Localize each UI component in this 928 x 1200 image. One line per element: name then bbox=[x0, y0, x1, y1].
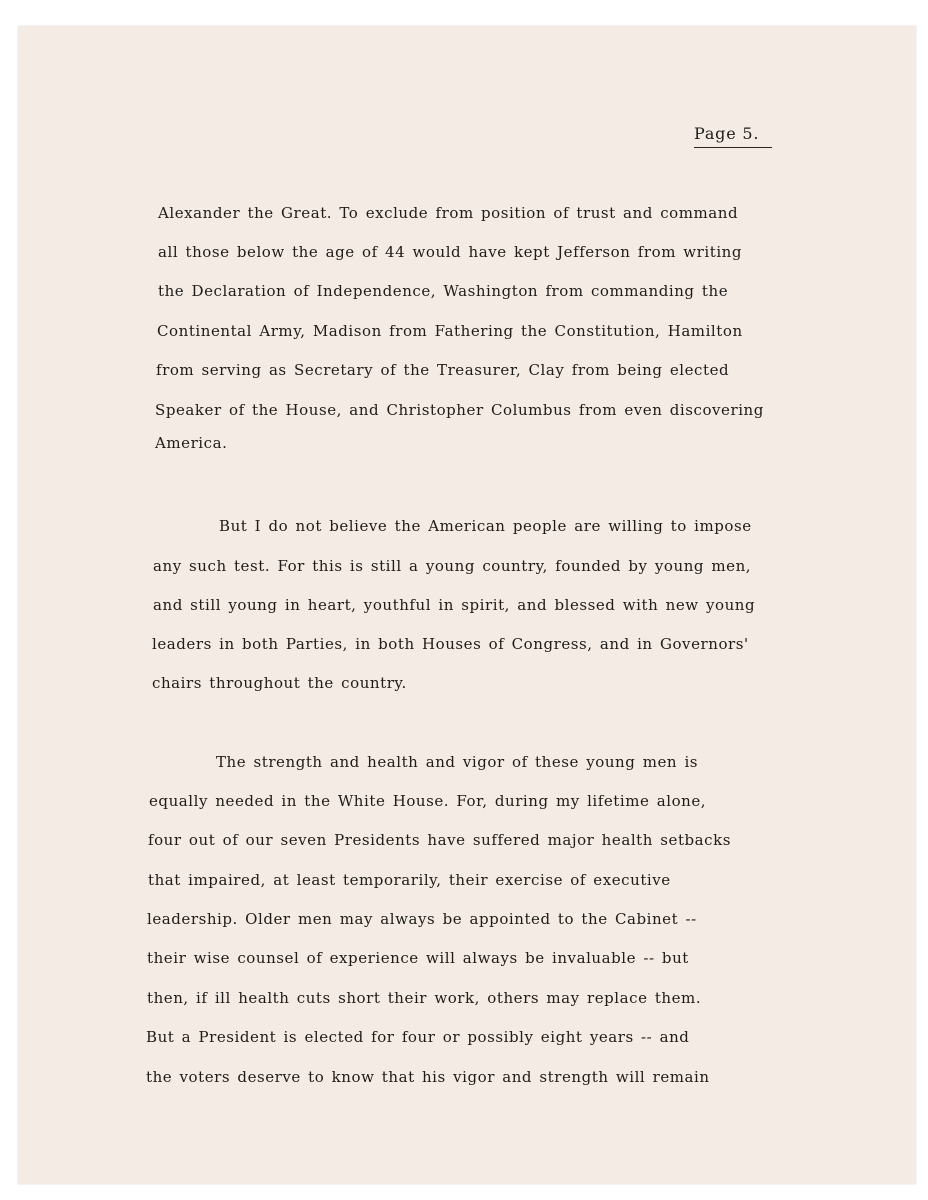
text-line: the voters deserve to know that his vigor and strength will remain bbox=[146, 1068, 710, 1086]
text-line: But I do not believe the American people are willing to impose bbox=[219, 517, 752, 535]
text-line: that impaired, at least temporarily, their exercise of executive bbox=[148, 871, 671, 889]
text-line: equally needed in the White House. For, during my lifetime alone, bbox=[149, 792, 707, 810]
text-line: leaders in both Parties, in both Houses of Congress, and in Governors' bbox=[152, 635, 749, 653]
text-line: then, if ill health cuts short their work, others may replace them. bbox=[147, 989, 702, 1007]
text-line: leadership. Older men may always be appointed to the Cabinet -- bbox=[147, 910, 697, 928]
text-line: from serving as Secretary of the Treasurer, Clay from being elected bbox=[156, 361, 730, 379]
text-line: chairs throughout the country. bbox=[152, 674, 407, 692]
text-line: But a President is elected for four or possibly eight years -- and bbox=[146, 1028, 690, 1046]
text-line: Speaker of the House, and Christopher Columbus from even discovering bbox=[155, 401, 764, 419]
text-line: their wise counsel of experience will always be invaluable -- but bbox=[147, 949, 689, 967]
text-line: The strength and health and vigor of these young men is bbox=[216, 753, 699, 771]
text-line: Alexander the Great. To exclude from position of trust and command bbox=[158, 204, 739, 222]
text-line: all those below the age of 44 would have kept Jefferson from writing bbox=[158, 243, 743, 261]
page-number: Page 5. bbox=[694, 124, 772, 148]
text-line: the Declaration of Independence, Washington from commanding the bbox=[158, 282, 729, 300]
text-line: any such test. For this is still a young country, founded by young men, bbox=[153, 557, 752, 575]
text-line: America. bbox=[155, 434, 228, 452]
text-line: Continental Army, Madison from Fathering the Constitution, Hamilton bbox=[157, 322, 743, 340]
text-line: and still young in heart, youthful in spirit, and blessed with new young bbox=[153, 596, 756, 614]
text-line: four out of our seven Presidents have suffered major health setbacks bbox=[148, 831, 732, 849]
